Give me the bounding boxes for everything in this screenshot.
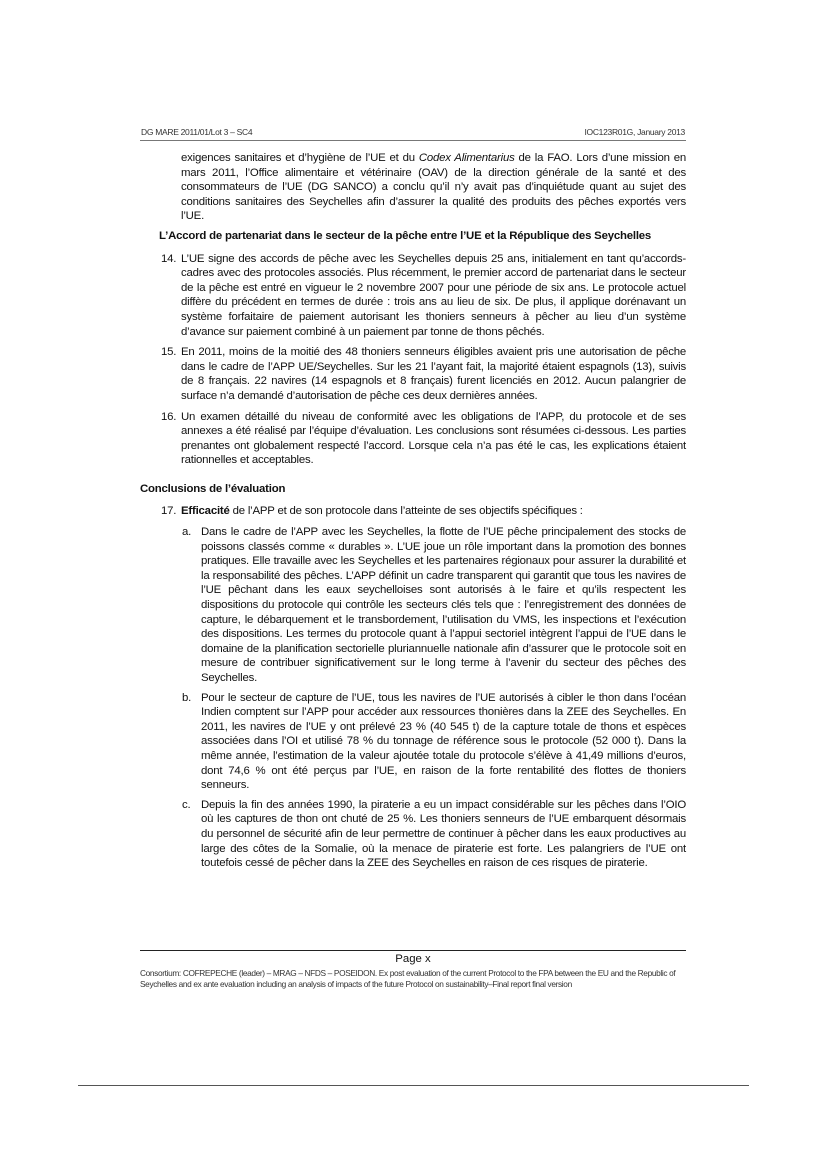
item-text: Depuis la fin des années 1990, la piraterie a eu un impact considérable sur les pêches dans l’OIO où les captures de thon ont chuté de 25 %. Les thoniers senneurs de l’UE embarquent désormais du personnel de sécurité afin de leur permettre de continuer à pêcher dans les eaux productives au large des côtes de la Somalie, où la menace de piraterie est forte. Les palangriers de l’UE ont toutefois cessé de pêcher dans la ZEE des Seychelles en raison de ces risques de piraterie. xyxy=(201,798,686,870)
numbered-paragraph xyxy=(140,410,686,468)
paragraph-number: 16. xyxy=(161,410,177,423)
document-body xyxy=(140,151,686,876)
numbered-paragraph xyxy=(140,504,686,519)
lettered-item xyxy=(140,798,686,871)
item-text: Pour le secteur de capture de l’UE, tous les navires de l’UE autorisés à cibler le thon dans l’océan Indien comptent sur l’APP pour accéder aux ressources thonières dans la ZEE des Seychelles. En 2011, les navires de l’UE y ont prélevé 23 % (40 545 t) de la capture totale de thons et espèces associées dans l’OI et utilisé 78 % du tonnage de référence sous le protocole (52 000 t). Dans la même année, l’estimation de la valeur ajoutée totale du protocole s’élève à 41,49 millions d’euros, dont 74,6 % ont été perçus par l’UE, en raison de la forte rentabilité des flottes de thoniers senneurs. xyxy=(201,691,686,792)
paragraph-number: 15. xyxy=(161,346,177,359)
paragraph-text: Un examen détaillé du niveau de conformité avec les obligations de l’APP, du protocole et de ses annexes a été réalisé par l’équipe d’évaluation. Les conclusions sont résumées ci-dessous. Les parties prenantes ont globalement respecté l’accord. Lorsque cela n’a pas été le cas, les explications étaient rationnelles et acceptables. xyxy=(181,410,686,467)
section-heading: Conclusions de l’évaluation xyxy=(140,482,286,495)
intro-paragraph: exigences sanitaires et d’hygiène de l’UE et du Codex Alimentarius de la FAO. Lors d’une mission en mars 2011, l’Office alimentaire et vétérinaire (OAV) de la direction générale de la santé et des consommateurs de l’UE (DG SANCO) a conclu qu’il n’y avait pas d’inquiétude quant au sujet des conditions sanitaires des Seychelles afin d’assurer la qualité des produits des pêches exportés vers l’UE. xyxy=(181,152,686,223)
page-number: Page x xyxy=(395,953,431,965)
numbered-paragraph xyxy=(140,345,686,403)
item-letter: c. xyxy=(182,798,191,811)
item-letter: a. xyxy=(182,526,192,539)
numbered-paragraph xyxy=(140,252,686,340)
header-left: DG MARE 2011/01/Lot 3 – SC4 xyxy=(141,127,253,137)
paragraph-number: 14. xyxy=(161,252,177,265)
header-right: IOC123R01G, January 2013 xyxy=(584,127,685,137)
footer-divider xyxy=(140,950,686,951)
paragraph-text: L’UE signe des accords de pêche avec les Seychelles depuis 25 ans, initialement en tant qu’accords-cadres avec des protocoles associés. Plus récemment, le premier accord de partenariat dans le secteur de la pêche est entré en vigueur le 2 novembre 2007 pour une période de six ans. Le protocole actuel diffère du précédent en termes de durée : trois ans au lieu de six. De plus, il applique dorénavant un système forfaitaire de paiement autorisant les thoniers senneurs à pêcher au lieu d’un système d’avance sur paiement combiné à un paiement par tonne de thons pêchés. xyxy=(181,252,686,338)
subheading: L’Accord de partenariat dans le secteur de la pêche entre l’UE et la République des Seychelles xyxy=(159,229,652,242)
item-text: Dans le cadre de l’APP avec les Seychelles, la flotte de l’UE pêche principalement des stocks de poissons classés comme « durables ». L’UE joue un rôle important dans la promotion des bonnes pratiques. Elle travaille avec les Seychelles et les partenaires régionaux pour assurer la durabilité et la responsabilité des pêches. L’APP définit un cadre transparent qui garantit que tous les navires de l’UE pêchant dans les eaux seychelloises sont autorisés à le faire et qu’ils respectent les dispositions du protocole qui contrôle les secteurs clés tels que : l’enregistrement des données de capture, le débarquement et le transbordement, l’utilisation du VMS, les inspections et l’exécution des dispositions. Les termes du protocole quant à l’appui sectoriel intègrent l’appui de l’UE dans le domaine de la planification sectorielle pluriannuelle nationale afin d’assurer que le protocole soit en mesure de contribuer significativement sur le long terme à l’avenir du secteur des pêches des Seychelles. xyxy=(201,526,686,684)
page-header xyxy=(140,127,686,141)
paragraph-text: En 2011, moins de la moitié des 48 thoniers senneurs éligibles avaient pris une autorisation de pêche dans le cadre de l’APP UE/Seychelles. Sur les 21 l’ayant fait, la majorité étaient espagnols (13), suivis de 8 français. 22 navires (14 espagnols et 8 français) furent licenciés en 2012. Aucun palangrier de surface n’a demandé d’autorisation de pêche ces deux dernières années. xyxy=(181,346,686,402)
lettered-item xyxy=(140,525,686,686)
paragraph-text: Efficacité de l’APP et de son protocole dans l’atteinte de ses objectifs spécifiques : xyxy=(181,505,583,518)
item-letter: b. xyxy=(182,691,192,704)
page-bottom-divider xyxy=(78,1085,749,1086)
codex-italic: Codex Alimentarius xyxy=(418,152,515,164)
lettered-item xyxy=(140,691,686,793)
consortium-footer: Consortium: COFREPECHE (leader) – MRAG – NFDS – POSEIDON. Ex post evaluation of the current Protocol to the FPA between the EU and the Republic of Seychelles and ex ante evaluation including an analysis of impacts of the future Protocol on sustainability–Final report final version xyxy=(140,968,676,989)
paragraph-number: 17. xyxy=(161,505,177,518)
efficacite-bold: Efficacité xyxy=(181,505,230,518)
